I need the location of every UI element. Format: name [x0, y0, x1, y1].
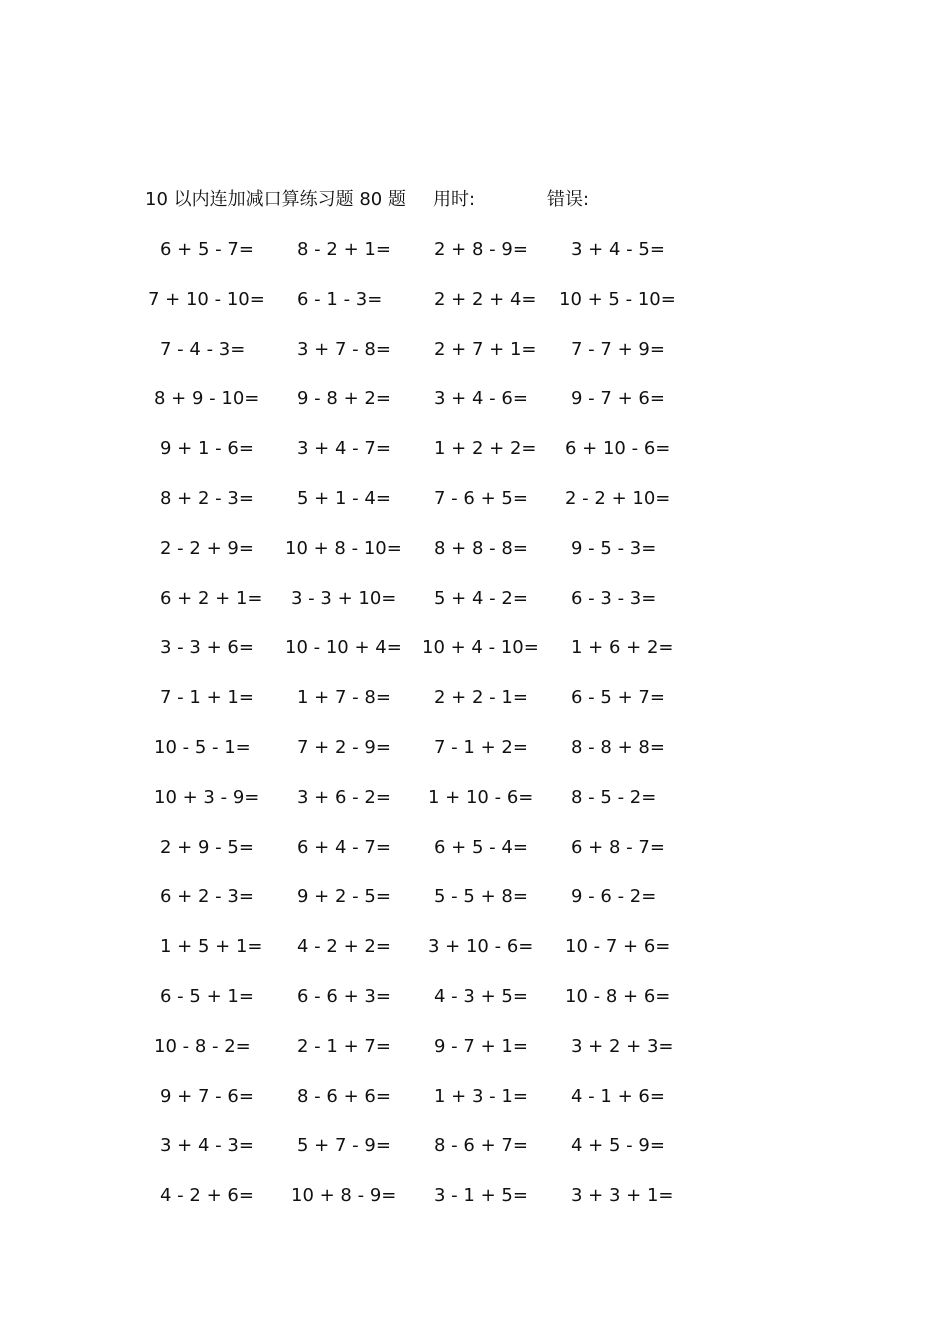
- problem-row: [0, 337, 950, 387]
- arithmetic-problem: 9 - 5 - 3=: [571, 537, 657, 559]
- arithmetic-problem: 2 + 7 + 1=: [434, 338, 537, 360]
- arithmetic-problem: 8 - 5 - 2=: [571, 786, 657, 808]
- problem-grid: [0, 237, 950, 1233]
- problem-row: [0, 785, 950, 835]
- arithmetic-problem: 1 + 3 - 1=: [434, 1085, 528, 1107]
- arithmetic-problem: 6 - 6 + 3=: [297, 985, 391, 1007]
- arithmetic-problem: 4 - 3 + 5=: [434, 985, 528, 1007]
- problem-row: [0, 934, 950, 984]
- arithmetic-problem: 7 - 1 + 2=: [434, 736, 528, 758]
- arithmetic-problem: 6 + 4 - 7=: [297, 836, 391, 858]
- arithmetic-problem: 8 + 8 - 8=: [434, 537, 528, 559]
- arithmetic-problem: 6 - 3 - 3=: [571, 587, 657, 609]
- worksheet-title: 10 以内连加减口算练习题 80 题: [145, 189, 406, 210]
- problem-row: [0, 486, 950, 536]
- worksheet-header: [145, 187, 705, 213]
- arithmetic-problem: 4 - 1 + 6=: [571, 1085, 665, 1107]
- problem-row: [0, 884, 950, 934]
- arithmetic-problem: 9 - 6 - 2=: [571, 886, 657, 908]
- problem-row: [0, 386, 950, 436]
- arithmetic-problem: 5 + 1 - 4=: [297, 487, 391, 509]
- arithmetic-problem: 3 + 4 - 7=: [297, 438, 391, 460]
- arithmetic-problem: 6 - 5 + 7=: [571, 687, 665, 709]
- arithmetic-problem: 2 + 8 - 9=: [434, 239, 528, 260]
- arithmetic-problem: 2 - 1 + 7=: [297, 1035, 391, 1057]
- arithmetic-problem: 9 - 7 + 6=: [571, 388, 665, 410]
- arithmetic-problem: 3 - 3 + 6=: [160, 637, 254, 659]
- arithmetic-problem: 3 + 4 - 5=: [571, 239, 665, 260]
- arithmetic-problem: 7 - 7 + 9=: [571, 338, 665, 360]
- problem-row: [0, 984, 950, 1034]
- arithmetic-problem: 9 + 2 - 5=: [297, 886, 391, 908]
- arithmetic-problem: 9 - 8 + 2=: [297, 388, 391, 410]
- arithmetic-problem: 9 + 1 - 6=: [160, 438, 254, 460]
- arithmetic-problem: 8 - 6 + 7=: [434, 1135, 528, 1157]
- problem-row: [0, 835, 950, 885]
- problem-row: [0, 1183, 950, 1233]
- arithmetic-problem: 3 - 3 + 10=: [291, 587, 397, 609]
- arithmetic-problem: 10 + 4 - 10=: [422, 637, 539, 659]
- arithmetic-problem: 10 + 3 - 9=: [154, 786, 260, 808]
- problem-row: [0, 1133, 950, 1183]
- arithmetic-problem: 4 - 2 + 2=: [297, 936, 391, 958]
- arithmetic-problem: 2 + 9 - 5=: [160, 836, 254, 858]
- arithmetic-problem: 8 + 9 - 10=: [154, 388, 260, 410]
- arithmetic-problem: 7 + 2 - 9=: [297, 736, 391, 758]
- arithmetic-problem: 3 + 3 + 1=: [571, 1185, 674, 1207]
- arithmetic-problem: 6 - 1 - 3=: [297, 288, 383, 310]
- problem-row: [0, 635, 950, 685]
- arithmetic-problem: 8 + 2 - 3=: [160, 487, 254, 509]
- arithmetic-problem: 9 + 7 - 6=: [160, 1085, 254, 1107]
- arithmetic-problem: 5 + 7 - 9=: [297, 1135, 391, 1157]
- arithmetic-problem: 3 + 2 + 3=: [571, 1035, 674, 1057]
- arithmetic-problem: 6 + 10 - 6=: [565, 438, 671, 460]
- arithmetic-problem: 6 + 8 - 7=: [571, 836, 665, 858]
- arithmetic-problem: 3 + 4 - 3=: [160, 1135, 254, 1157]
- arithmetic-problem: 5 + 4 - 2=: [434, 587, 528, 609]
- problem-row: [0, 735, 950, 785]
- arithmetic-problem: 4 + 5 - 9=: [571, 1135, 665, 1157]
- arithmetic-problem: 3 - 1 + 5=: [434, 1185, 528, 1207]
- arithmetic-problem: 10 - 7 + 6=: [565, 936, 671, 958]
- arithmetic-problem: 1 + 6 + 2=: [571, 637, 674, 659]
- time-used-label: 用时:: [433, 189, 476, 210]
- arithmetic-problem: 1 + 5 + 1=: [160, 936, 263, 958]
- arithmetic-problem: 9 - 7 + 1=: [434, 1035, 528, 1057]
- arithmetic-problem: 7 - 4 - 3=: [160, 338, 246, 360]
- arithmetic-problem: 7 - 1 + 1=: [160, 687, 254, 709]
- arithmetic-problem: 10 + 8 - 9=: [291, 1185, 397, 1207]
- arithmetic-problem: 6 + 2 + 1=: [160, 587, 263, 609]
- arithmetic-problem: 1 + 7 - 8=: [297, 687, 391, 709]
- arithmetic-problem: 6 + 5 - 7=: [160, 239, 254, 260]
- problem-row: [0, 685, 950, 735]
- problem-row: [0, 586, 950, 636]
- arithmetic-problem: 2 - 2 + 9=: [160, 537, 254, 559]
- arithmetic-problem: 3 + 4 - 6=: [434, 388, 528, 410]
- arithmetic-problem: 3 + 10 - 6=: [428, 936, 534, 958]
- arithmetic-problem: 10 + 5 - 10=: [559, 288, 676, 310]
- arithmetic-problem: 3 + 6 - 2=: [297, 786, 391, 808]
- arithmetic-problem: 8 - 8 + 8=: [571, 736, 665, 758]
- arithmetic-problem: 10 - 10 + 4=: [285, 637, 402, 659]
- arithmetic-problem: 4 - 2 + 6=: [160, 1185, 254, 1207]
- arithmetic-problem: 3 + 7 - 8=: [297, 338, 391, 360]
- problem-row: [0, 1034, 950, 1084]
- problem-row: [0, 1084, 950, 1134]
- arithmetic-problem: 5 - 5 + 8=: [434, 886, 528, 908]
- arithmetic-problem: 10 + 8 - 10=: [285, 537, 402, 559]
- arithmetic-problem: 2 - 2 + 10=: [565, 487, 671, 509]
- errors-label: 错误:: [547, 189, 590, 210]
- arithmetic-problem: 2 + 2 - 1=: [434, 687, 528, 709]
- arithmetic-problem: 2 + 2 + 4=: [434, 288, 537, 310]
- arithmetic-problem: 10 - 8 + 6=: [565, 985, 671, 1007]
- problem-row: [0, 436, 950, 486]
- arithmetic-problem: 8 - 2 + 1=: [297, 239, 391, 260]
- arithmetic-problem: 10 - 8 - 2=: [154, 1035, 251, 1057]
- arithmetic-problem: 10 - 5 - 1=: [154, 736, 251, 758]
- arithmetic-problem: 6 + 2 - 3=: [160, 886, 254, 908]
- arithmetic-problem: 8 - 6 + 6=: [297, 1085, 391, 1107]
- arithmetic-problem: 6 - 5 + 1=: [160, 985, 254, 1007]
- arithmetic-problem: 7 + 10 - 10=: [148, 288, 265, 310]
- arithmetic-problem: 1 + 10 - 6=: [428, 786, 534, 808]
- arithmetic-problem: 6 + 5 - 4=: [434, 836, 528, 858]
- arithmetic-problem: 1 + 2 + 2=: [434, 438, 537, 460]
- arithmetic-problem: 7 - 6 + 5=: [434, 487, 528, 509]
- problem-row: [0, 287, 950, 337]
- problem-row: [0, 237, 950, 287]
- problem-row: [0, 536, 950, 586]
